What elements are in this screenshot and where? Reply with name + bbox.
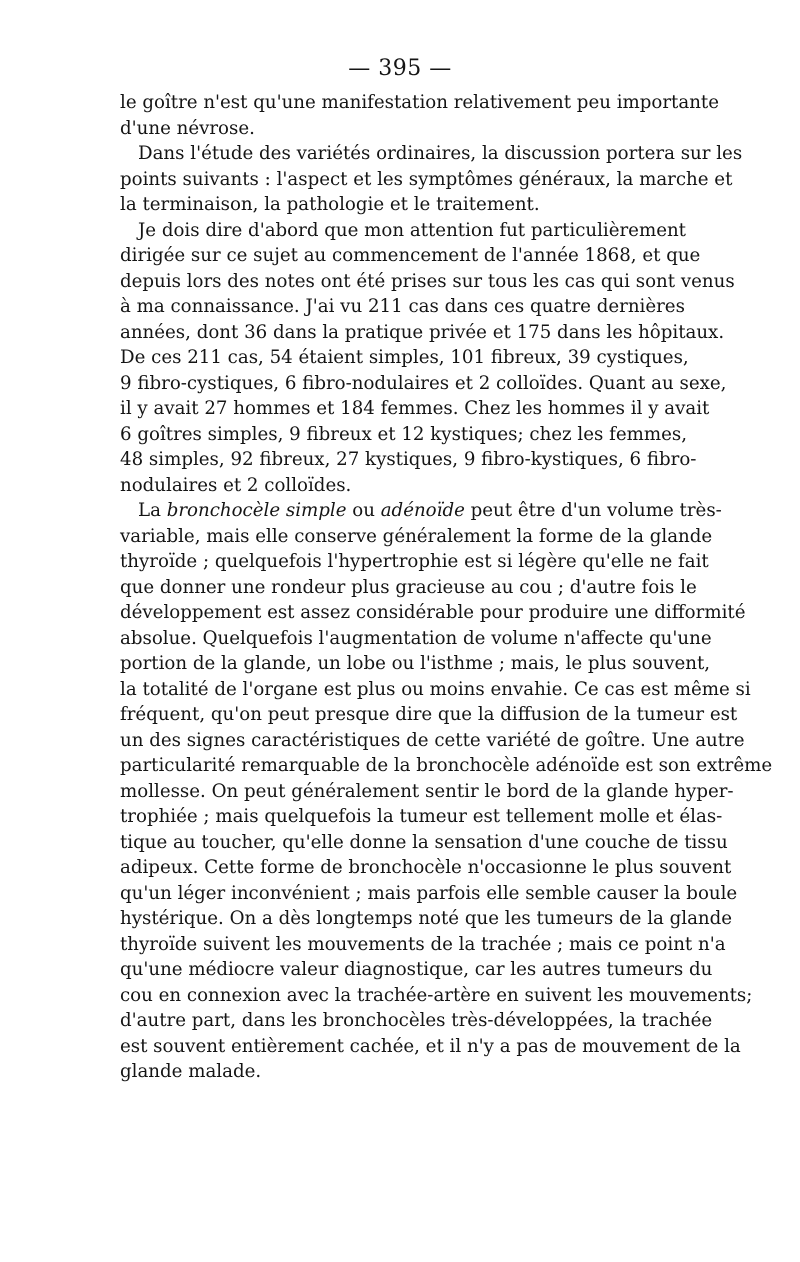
text-line: d'autre part, dans les bronchocèles très-développées, la trachée [120, 1010, 713, 1031]
text-line: glande malade. [120, 1061, 262, 1082]
text-line: points suivants : l'aspect et les symptômes généraux, la marche et [120, 168, 733, 190]
text-line: que donner une rondeur plus gracieuse au cou ; d'autre fois le [120, 576, 697, 598]
text-line: développement est assez considérable pour produire une difformité [120, 602, 746, 623]
text-line: absolue. Quelquefois l'augmentation de volume n'affecte qu'une [120, 627, 712, 649]
text-line: 6 goîtres simples, 9 fibreux et 12 kystiques; chez les femmes, [120, 423, 687, 445]
text-line: il y avait 27 hommes et 184 femmes. Chez les hommes il y avait [120, 398, 710, 419]
text-line: cou en connexion avec la trachée-artère en suivent les mouvements; [120, 984, 753, 1006]
text-segment: peut être d'un volume très- [464, 500, 722, 521]
text-line: la terminaison, la pathologie et le traitement. [120, 194, 540, 215]
text-line: trophiée ; mais quelquefois la tumeur est tellement molle et élas- [120, 806, 723, 827]
text-line: 9 fibro-cystiques, 6 fibro-nodulaires et 2 colloïdes. Quant au sexe, [120, 372, 727, 394]
text-line: mollesse. On peut généralement sentir le bord de la glande hyper- [120, 780, 734, 802]
text-line: dirigée sur ce sujet au commencement de l'année 1868, et que [120, 245, 701, 266]
text-line: hystérique. On a dès longtemps noté que les tumeurs de la glande [120, 908, 733, 929]
text-line: qu'une médiocre valeur diagnostique, car les autres tumeurs du [120, 959, 713, 980]
text-line: nodulaires et 2 colloïdes. [120, 474, 352, 496]
text-line: d'une névrose. [120, 117, 255, 139]
text-line: un des signes caractéristiques de cette variété de goître. Une autre [120, 729, 745, 751]
text-line: années, dont 36 dans la pratique privée et 175 dans les hôpitaux. [120, 321, 725, 343]
text-line [120, 498, 722, 524]
text-line: tique au toucher, qu'elle donne la sensation d'une couche de tissu [120, 831, 728, 853]
text-line: 48 simples, 92 fibreux, 27 kystiques, 9 fibro-kystiques, 6 fibro- [120, 449, 697, 470]
italic-term: adénoïde [380, 500, 465, 521]
text-line: à ma connaissance. J'ai vu 211 cas dans ces quatre dernières [120, 296, 685, 317]
text-line: particularité remarquable de la bronchocèle adénoïde est son extrême [120, 755, 773, 776]
text-line: thyroïde suivent les mouvements de la trachée ; mais ce point n'a [120, 933, 726, 955]
text-line: adipeux. Cette forme de bronchocèle n'occasionne le plus souvent [120, 857, 732, 878]
body-text [120, 90, 773, 1085]
text-line: variable, mais elle conserve généralement la forme de la glande [120, 525, 713, 547]
text-segment: La [138, 500, 167, 521]
text-line: qu'un léger inconvénient ; mais parfois elle semble causer la boule [120, 882, 738, 904]
text-line: Dans l'étude des variétés ordinaires, la discussion portera sur les [138, 143, 743, 164]
italic-term: bronchocèle simple [166, 500, 347, 521]
text-line: fréquent, qu'on peut presque dire que la diffusion de la tumeur est [120, 704, 738, 725]
text-line: thyroïde ; quelquefois l'hypertrophie est si légère qu'elle ne fait [120, 551, 709, 572]
text-line: le goître n'est qu'une manifestation relativement peu importante [120, 92, 719, 113]
text-line: depuis lors des notes ont été prises sur tous les cas qui sont venus [120, 270, 735, 292]
text-line: De ces 211 cas, 54 étaient simples, 101 fibreux, 39 cystiques, [120, 347, 689, 368]
text-line: Je dois dire d'abord que mon attention fut particulièrement [138, 219, 686, 241]
text-line: est souvent entièrement cachée, et il n'y a pas de mouvement de la [120, 1035, 741, 1057]
text-segment: ou [346, 500, 381, 521]
text-line: portion de la glande, un lobe ou l'isthme ; mais, le plus souvent, [120, 653, 711, 674]
text-line: la totalité de l'organe est plus ou moins envahie. Ce cas est même si [120, 678, 751, 700]
page-number: — 395 — [348, 56, 452, 81]
